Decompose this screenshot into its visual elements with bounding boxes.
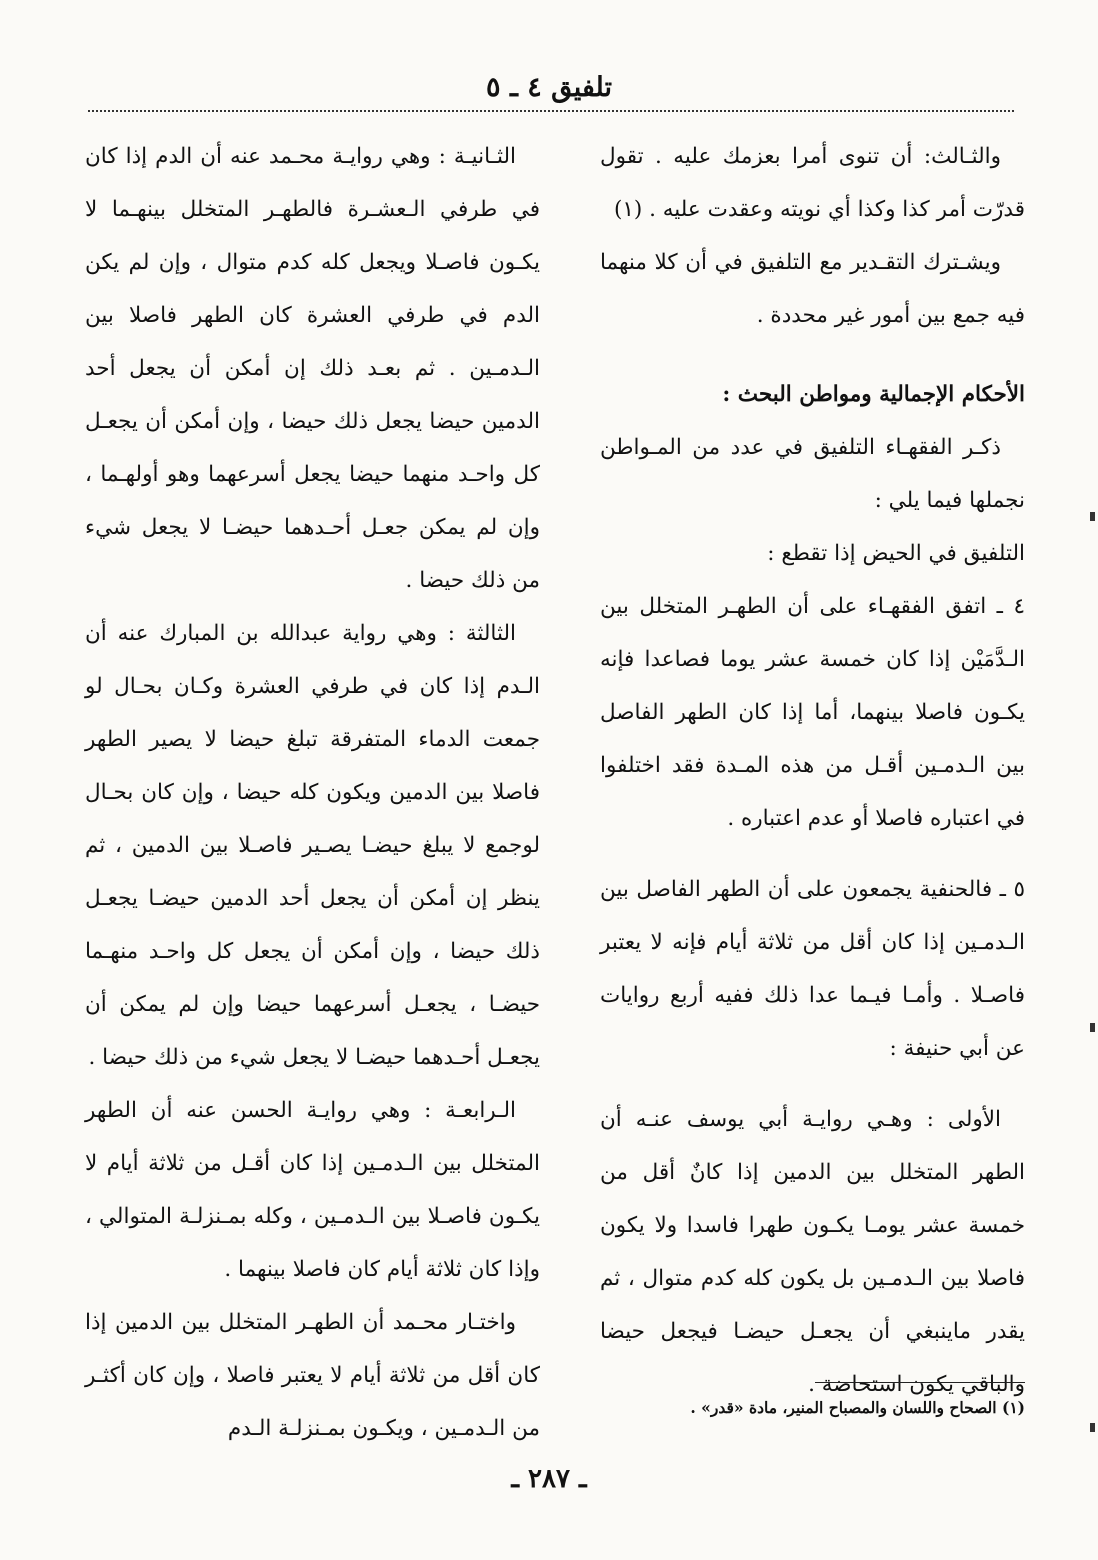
page-header: تلفيق ٤ ـ ٥ (486, 72, 612, 103)
page-number: ـ ٢٨٧ ـ (511, 1464, 587, 1494)
paragraph-third-narration: الثالثة : وهي رواية عبدالله بن المبارك عنه أن الـدم إذا كان في طرفي العشرة وكـان بحـال لو جمعت الدماء المتفرقة تبلغ حيضا لا يصير الطهر فاصلا بين الدمين ويكون كله حيضا ، وإن كان بحـال لوجمع لا يبلغ حيضـا يصـير فاصـلا بين الدمين ، ثم ينظر إن أمكن أن يجعل أحد الدمين حيضـا يجعـل ذلك حيضا ، وإن أمكن أن يجعل كل واحـد منهـما حيضـا ، يجعـل أسرعهما حيضا وإن لم يمكن أن يجعـل أحـدهما حيضـا لا يجعل شيء من ذلك حيضا . (85, 621, 540, 1070)
paragraph-comparison: ويشـترك التقـدير مع التلفيق في أن كلا منهما فيه جمع بين أمور غير محددة . (600, 250, 1025, 328)
paragraph-4: ٤ ـ اتفق الفقهـاء على أن الطهـر المتخلل بين الـدَّمَيْن إذا كان خمسة عشر يوما فصاعدا فإنه يكـون فاصلا بينهما، أما إذا كان الطهر الفاصل بين الـدمـين أقـل من هذه المـدة فقد اختلفوا في اعتباره فاصلا أو عدم اعتباره . (600, 594, 1025, 831)
margin-mark (1090, 1423, 1095, 1432)
left-column (85, 130, 540, 1455)
header-divider (88, 110, 1014, 112)
footnote-divider (815, 1382, 1025, 1383)
section-heading: الأحكام الإجمالية ومواطن البحث : (722, 382, 1025, 407)
paragraph-third-meaning: والثـالث: أن تنوى أمرا بعزمك عليه . تقول قدرّت أمر كذا وكذا أي نويته وعقدت عليه . (١) (600, 144, 1025, 222)
paragraph-first-narration: الأولى : وهـي روايـة أبي يوسف عنـه أن الطهر المتخلل بين الدمين إذا كانٌ أقل من خمسة عشر يومـا يكـون طهرا فاسدا ولا يكون فاصلا بين الـدمـين بل يكون كله كدم متوال ، ثم يقدر ماينبغي أن يجعـل حيضـا فيجعل حيضا والباقي يكون استحاضة . (600, 1107, 1025, 1397)
paragraph-intro: ذكـر الفقهـاء التلفيق في عدد من المـواطن نجملها فيما يلي : (600, 435, 1025, 513)
paragraph-muhammad-choice: واختـار محـمد أن الطهـر المتخلل بين الدمين إذا كان أقل من ثلاثة أيام لا يعتبر فاصلا ، وإن كان أكثـر من الـدمـين ، ويكـون بمـنزلـة الـدم (85, 1310, 540, 1441)
right-column (600, 130, 1025, 1411)
margin-mark (1090, 512, 1095, 521)
paragraph-second-narration: الثـانيـة : وهي روايـة محـمد عنه أن الدم إذا كان في طرفي الـعشـرة فالطهـر المتخلل بينهـما لا يكـون فاصـلا ويجعل كله كدم متوال ، وإن لم يكن الدم في طرفي العشرة كان الطهر فاصلا بين الـدمـين . ثم بعـد ذلك إن أمكن أن يجعل أحد الدمين حيضا يجعل ذلك حيضا ، وإن أمكن أن يجعـل كل واحـد منهما حيضا يجعل أسرعهما وهو أولهـما ، وإن لم يمكن جعـل أحـدهما حيضـا لا يجعل شيء من ذلك حيضا . (85, 144, 540, 593)
margin-mark (1090, 1023, 1095, 1032)
footnote: (١) الصحاح واللسان والمصباح المنير، مادة «قدر» . (690, 1398, 1025, 1417)
paragraph-fourth-narration: الـرابعـة : وهي روايـة الحسن عنه أن الطهر المتخلل بين الـدمـين إذا كان أقـل من ثلاثة أيام لا يكـون فاصـلا بين الـدمـين ، وكله بمـنزلـة المتوالي ، وإذا كان ثلاثة أيام كان فاصلا بينهما . (85, 1098, 540, 1282)
paragraph-5: ٥ ـ فالحنفية يجمعون على أن الطهر الفاصل بين الـدمـين إذا كان أقل من ثلاثة أيام فإنه لا يعتبر فاصـلا . وأمـا فيـما عدا ذلك ففيه أربع روايات عن أبي حنيفة : (600, 877, 1025, 1061)
subheading-menstruation: التلفيق في الحيض إذا تقطع : (767, 541, 1025, 566)
